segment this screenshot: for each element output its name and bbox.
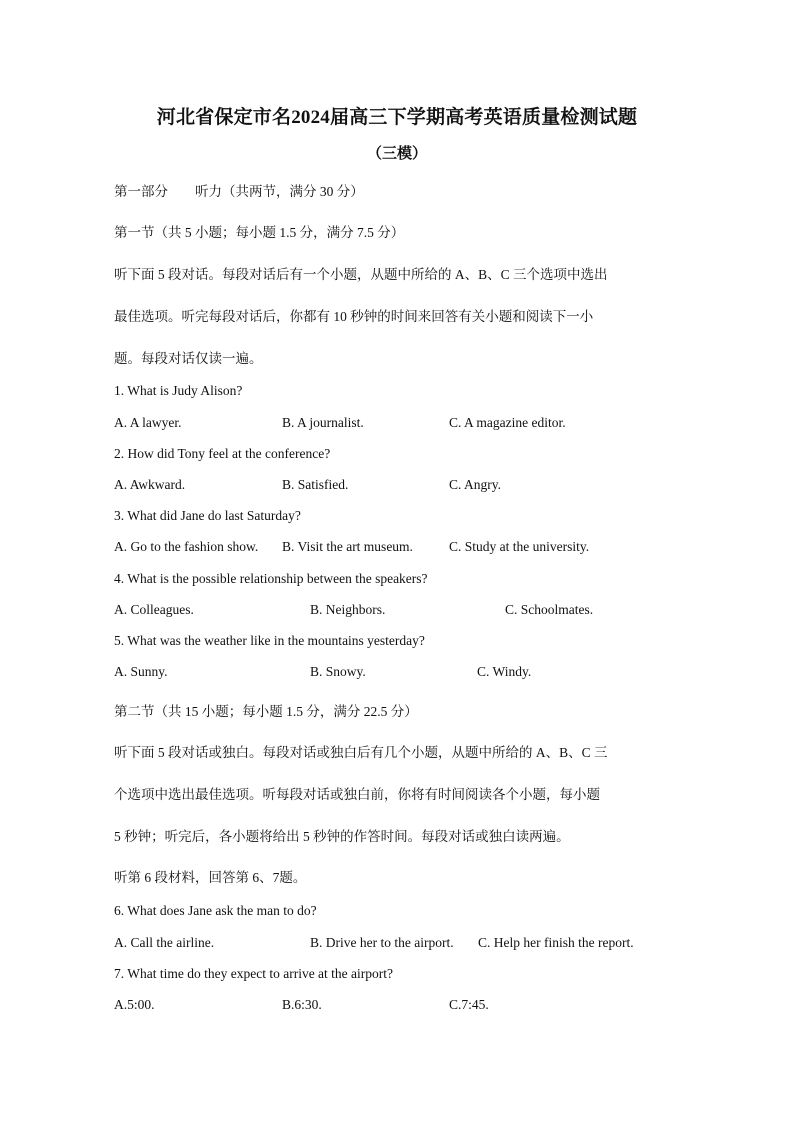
instruction-line: 5 秒钟；听完后，各小题将给出 5 秒钟的作答时间。每段对话或独白读两遍。 [114, 829, 570, 844]
document-subtitle: （三模） [366, 146, 427, 162]
question-text: 1. What is Judy Alison? [114, 383, 243, 398]
option-b: B. Drive her to the airport. [310, 935, 454, 950]
option-a: A. A lawyer. [114, 415, 182, 430]
option-b: B. A journalist. [282, 415, 364, 430]
option-a: A. Sunny. [114, 664, 168, 679]
question-text: 6. What does Jane ask the man to do? [114, 903, 317, 918]
question-text: 3. What did Jane do last Saturday? [114, 508, 301, 523]
instruction-line: 个选项中选出最佳选项。听每段对话或独白前，你将有时间阅读各个小题，每小题 [114, 787, 600, 802]
option-b: B. Neighbors. [310, 602, 386, 617]
section-heading: 第二节（共 15 小题；每小题 1.5 分，满分 22.5 分） [114, 704, 418, 719]
document-title: 河北省保定市名2024届高三下学期高考英语质量检测试题 [156, 107, 638, 128]
option-a: A. Go to the fashion show. [114, 539, 259, 554]
question-text: 4. What is the possible relationship between the speakers? [114, 571, 428, 586]
material-note: 听第 6 段材料，回答第 6、7题。 [114, 870, 307, 885]
instruction-line: 题。每段对话仅读一遍。 [114, 351, 263, 366]
instruction-line: 听下面 5 段对话或独白。每段对话或独白后有几个小题，从题中所给的 A、B、C 三 [114, 745, 608, 760]
option-b: B. Satisfied. [282, 477, 349, 492]
part-heading: 第一部分 听力（共两节，满分 30 分） [114, 184, 364, 199]
option-a: A. Awkward. [114, 477, 186, 492]
option-c: C. Windy. [477, 664, 532, 679]
option-c: C. A magazine editor. [449, 415, 566, 430]
section-heading: 第一节（共 5 小题；每小题 1.5 分，满分 7.5 分） [114, 225, 405, 240]
option-c: C.7:45. [449, 997, 489, 1012]
question-text: 2. How did Tony feel at the conference? [114, 446, 331, 461]
option-c: C. Angry. [449, 477, 502, 492]
option-a: A. Call the airline. [114, 935, 215, 950]
option-a: A.5:00. [114, 997, 155, 1012]
option-b: B. Visit the art museum. [282, 539, 413, 554]
instruction-line: 最佳选项。听完每段对话后，你都有 10 秒钟的时间来回答有关小题和阅读下一小 [114, 309, 594, 324]
option-b: B. Snowy. [310, 664, 366, 679]
option-b: B.6:30. [282, 997, 322, 1012]
option-c: C. Help her finish the report. [478, 935, 634, 950]
instruction-line: 听下面 5 段对话。每段对话后有一个小题，从题中所给的 A、B、C 三个选项中选出 [114, 267, 608, 282]
question-text: 5. What was the weather like in the mountains yesterday? [114, 633, 425, 648]
option-c: C. Study at the university. [449, 539, 590, 554]
question-text: 7. What time do they expect to arrive at the airport? [114, 966, 394, 981]
option-c: C. Schoolmates. [505, 602, 594, 617]
option-a: A. Colleagues. [114, 602, 194, 617]
